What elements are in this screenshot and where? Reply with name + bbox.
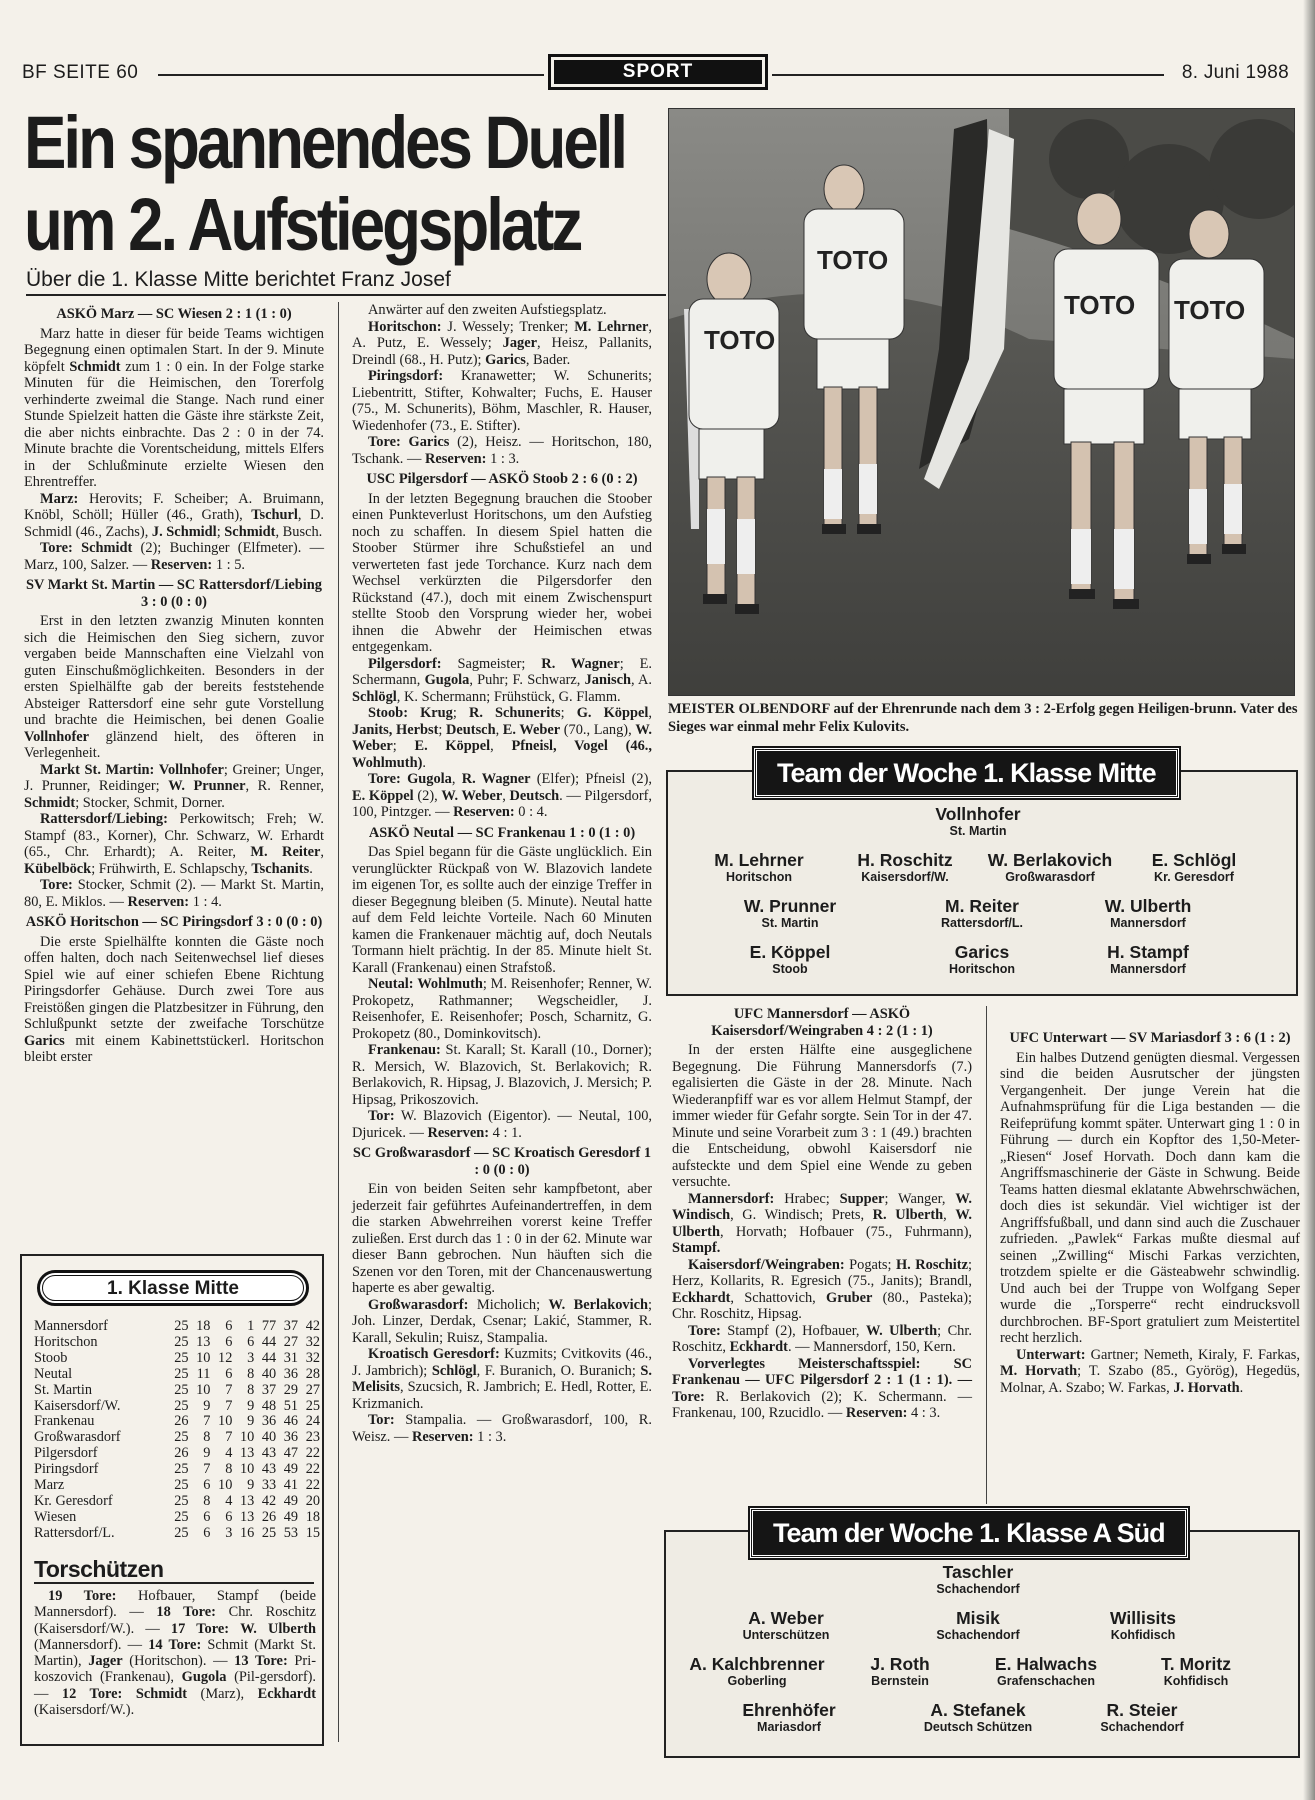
team-player xyxy=(742,1700,835,1734)
stat-cell: 53 xyxy=(283,1524,299,1541)
team-name: Wiesen xyxy=(34,1508,77,1525)
stat-cell: 8 xyxy=(247,1365,255,1382)
article-paragraph: Ein von beiden Seiten sehr kampfbetont, aber jederzeit fair geführtes Aufeinandertreffen, in dem die starken Abwehrreihen vorerst keine Treffer zuließen. Erst durch das 1 : 0 in der 62. Minute war dieser Bann gebrochen. Nun häuften sich die Szenen vor den Toren, mit der Chancenauswertung haperte es aber gewaltig. xyxy=(352,1181,652,1296)
article-paragraph: Tore: Garics (2), Heisz. — Horitschon, 180, Tschank. — Reserven: 1 : 3. xyxy=(352,434,652,467)
table-row xyxy=(34,1494,320,1510)
article-paragraph: Tore: Schmidt (2); Buchinger (Elfmeter). — Marz, 100, Salzer. — Reserven: 1 : 5. xyxy=(24,540,324,573)
svg-text:TOTO: TOTO xyxy=(704,325,776,355)
team-player xyxy=(995,1654,1097,1688)
team-name: Kr. Geresdorf xyxy=(34,1492,113,1509)
stat-cell: 13 xyxy=(239,1508,255,1525)
player-name: Ehrenhöfer xyxy=(742,1700,836,1720)
stat-cell: 12 xyxy=(218,1349,233,1366)
article-paragraph: Großwarasdorf: Micholich; W. Berlakovich; Joh. Linzer, Derdak, Csenar; Lakić, Stammer, R. Karall, Sekulin; Ruisz, Stampalia. xyxy=(352,1296,652,1346)
team-name: Stoob xyxy=(34,1349,68,1366)
team-of-week-sued-title: Team der Woche 1. Klasse A Süd xyxy=(750,1508,1188,1558)
table-row xyxy=(34,1351,320,1367)
stat-cell: 6 xyxy=(203,1524,211,1541)
table-row xyxy=(34,1367,320,1383)
article-paragraph: Tor: Stampalia. — Großwarasdorf, 100, R. Weisz. — Reserven: 1 : 3. xyxy=(352,1412,652,1445)
stat-cell: 10 xyxy=(218,1413,233,1430)
stat-cell: 6 xyxy=(247,1333,255,1350)
stat-cell: 10 xyxy=(218,1477,233,1494)
player-club: Schachendorf xyxy=(1100,1720,1184,1734)
stat-cell: 25 xyxy=(261,1524,277,1541)
svg-text:TOTO: TOTO xyxy=(1064,290,1136,320)
player-club: Mannersdorf xyxy=(1110,916,1186,930)
stat-cell: 33 xyxy=(261,1477,277,1494)
article-paragraph: Kaisersdorf/Weingraben: Pogats; H. Roschitz; Herz, Kollarits, R. Egresich (75., Janits); Brandl, Eckhardt, Schattovich, Gruber (80., Pasteka); Chr. Roschitz, Hipsag. xyxy=(672,1256,972,1322)
player-name: E. Köppel xyxy=(749,942,831,962)
header-rule-right xyxy=(772,74,1164,76)
headline xyxy=(24,101,626,266)
player-club: Rattersdorf/L. xyxy=(941,916,1023,930)
player-club: Bernstein xyxy=(871,1674,929,1688)
team-name: Großwarasdorf xyxy=(34,1429,121,1446)
article-paragraph: Marz hatte in dieser für beide Teams wichtigen Begegnung einen optimalen Start. In der 9. Minute köpfelt Schmidt zum 1 : 0 ein. In der Folge starke Minuten für die Heimischen, den Torerfolg verhinderte zweimal die Stange. Nach rund einer Stunde Spielzeit hatten die Gäste ihre stärkste Zeit, die aber nichts einbrachte. Das 2 : 0 in der 74. Minute brachte die Vorentscheidung, mittels Elfers in der Schlußminute erzielte Wiesen den Ehrentreffer. xyxy=(24,325,324,490)
team-player xyxy=(714,850,803,884)
stat-cell: 25 xyxy=(174,1429,189,1446)
article-paragraph: Frankenau: St. Karall; St. Karall (10., Dorner); R. Mersich, W. Blazovich, St. Berlakovich; R. Berlakovich, R. Hipsag, J. Blazovich, J. Mersich; P. Hipsag, Prikoszovich. xyxy=(352,1042,652,1108)
team-player xyxy=(689,1654,824,1688)
byline-rule xyxy=(26,294,666,296)
stat-cell: 7 xyxy=(203,1413,211,1430)
byline: Über die 1. Klasse Mitte berichtet Franz Josef xyxy=(26,268,451,291)
article-paragraph: Stoob: Krug; R. Schunerits; G. Köppel, Janits, Herbst; Deutsch, E. Weber (70., Lang), W. Weber; E. Köppel, Pfneisl, Vogel (46., Wohlmuth). xyxy=(352,705,653,771)
stat-cell: 7 xyxy=(225,1381,233,1398)
stat-cell: 43 xyxy=(261,1461,277,1478)
player-name: Taschler xyxy=(942,1562,1014,1582)
article-paragraph: Die erste Spielhälfte konnten die Gäste noch offen halten, doch nach Seitenwechsel lief dieses Spiel wie auf einer schiefen Ebene Richtung Piringsdorfer Gehäuse. Durch zwei Tore aus Freistößen gingen die Platzbesitzer in Führung, den Schlußpunkt setzte der zweifache Torschütze Garics mit einem Kabinettstückerl. Horitschon bleibt erster xyxy=(24,933,324,1065)
stat-cell: 25 xyxy=(174,1461,189,1478)
table-row xyxy=(34,1526,320,1542)
stat-cell: 31 xyxy=(283,1349,299,1366)
stat-cell: 44 xyxy=(261,1333,277,1350)
stat-cell: 25 xyxy=(174,1349,189,1366)
table-row xyxy=(34,1430,320,1446)
issue-date: 8. Juni 1988 xyxy=(1181,62,1289,83)
player-club: Horitschon xyxy=(949,962,1015,976)
stat-cell: 10 xyxy=(239,1429,255,1446)
match-heading: SC Großwarasdorf — SC Kroatisch Geresdorf 1 : 0 (0 : 0) xyxy=(352,1145,652,1178)
player-club: Mannersdorf xyxy=(1110,962,1186,976)
player-name: T. Moritz xyxy=(1161,1654,1231,1674)
stat-cell: 6 xyxy=(225,1365,233,1382)
stat-cell: 27 xyxy=(305,1381,320,1398)
header-rule-left xyxy=(158,74,544,76)
player-name: R. Steier xyxy=(1106,1700,1178,1720)
scorers-rule xyxy=(34,1582,314,1584)
team-name: Horitschon xyxy=(34,1333,98,1350)
section-label: SPORT xyxy=(548,54,768,90)
team-photo xyxy=(668,108,1295,696)
scorers-title: Torschützen xyxy=(34,1556,164,1582)
stat-cell: 42 xyxy=(305,1318,320,1334)
table-row xyxy=(34,1399,320,1415)
team-player xyxy=(1161,1654,1231,1688)
team-name: Marz xyxy=(34,1477,65,1494)
article-paragraph: Markt St. Martin: Vollnhofer; Greiner; Unger, J. Prunner, Reidinger; W. Prunner, R. Renner, Schmidt; Stocker, Schmit, Dorner. xyxy=(24,761,324,811)
stat-cell: 41 xyxy=(283,1477,299,1494)
team-name: Rattersdorf/L. xyxy=(34,1524,115,1541)
page-edge-shadow xyxy=(1303,0,1315,1800)
table-row xyxy=(34,1319,320,1335)
stat-cell: 1 xyxy=(247,1318,255,1334)
column-rule xyxy=(338,302,339,1742)
player-name: M. Lehrner xyxy=(714,850,804,870)
stat-cell: 7 xyxy=(225,1429,233,1446)
player-club: Mariasdorf xyxy=(757,1720,821,1734)
stat-cell: 13 xyxy=(239,1445,255,1462)
team-player xyxy=(1105,896,1192,930)
player-name: H. Stampf xyxy=(1107,942,1189,962)
photo-caption: MEISTER OLBENDORF auf der Ehrenrunde nach dem 3 : 2-Erfolg gegen Heiligen-brunn. Vater des Sieges war einmal mehr Felix Kulovits. xyxy=(668,701,1298,735)
team-player xyxy=(1107,942,1189,976)
team-player xyxy=(743,1608,830,1642)
match-heading: ASKÖ Marz — SC Wiesen 2 : 1 (1 : 0) xyxy=(56,306,292,322)
player-club: Unterschützen xyxy=(742,1628,830,1642)
player-name: W. Prunner xyxy=(743,896,837,916)
article-column-2 xyxy=(352,302,652,1445)
stat-cell: 26 xyxy=(174,1445,189,1462)
stat-cell: 9 xyxy=(203,1445,211,1462)
stat-cell: 25 xyxy=(174,1524,189,1541)
stat-cell: 16 xyxy=(239,1524,255,1541)
stat-cell: 42 xyxy=(261,1492,277,1509)
team-player xyxy=(1110,1608,1176,1642)
player-name: A. Weber xyxy=(748,1608,824,1628)
match-heading: UFC Mannersdorf — ASKÖ Kaisersdorf/Weingraben 4 : 2 (1 : 1) xyxy=(711,1006,933,1039)
player-club: St. Martin xyxy=(949,824,1007,838)
stat-cell: 49 xyxy=(283,1492,299,1509)
player-club: Kr. Geresdorf xyxy=(1154,870,1234,884)
match-heading: ASKÖ Horitschon — SC Piringsdorf 3 : 0 (0 : 0) xyxy=(25,914,323,930)
team-player xyxy=(936,1562,1019,1596)
player-name: W. Ulberth xyxy=(1104,896,1192,916)
stat-cell: 3 xyxy=(247,1349,255,1366)
article-paragraph: Anwärter auf den zweiten Aufstiegsplatz. xyxy=(368,302,607,318)
headline-line-1: Ein spannendes Duell xyxy=(24,101,626,184)
article-paragraph: Erst in den letzten zwanzig Minuten konnten sich die Heimischen den Sieg sichern, zuvor vergaben beide Mannschaften eine Vielzahl von guten Einschußmöglichkeiten. Besonders in der ersten Spielhälfte gab der bereits feststehende Absteiger Rattersdorf eine sehr gute Vorstellung und brachte die Heimischen, bei denen Goalie Vollnhofer glänzend hielt, des öfteren in Verlegenheit. xyxy=(24,613,324,761)
stat-cell: 32 xyxy=(305,1349,320,1366)
stat-cell: 22 xyxy=(305,1445,320,1462)
stat-cell: 23 xyxy=(305,1429,320,1446)
stat-cell: 9 xyxy=(247,1397,255,1414)
article-paragraph: Kroatisch Geresdorf: Kuzmits; Cvitkovits (46., J. Jambrich); Schlögl, F. Buranich, O. Buranich; S. Melisits, Szucsich, R. Jambrich; E. Hedl, Rotter, E. Krizmanich. xyxy=(352,1346,652,1412)
player-club: Schachendorf xyxy=(936,1628,1020,1642)
stat-cell: 25 xyxy=(174,1333,189,1350)
stat-cell: 28 xyxy=(305,1365,320,1382)
stat-cell: 36 xyxy=(283,1429,299,1446)
stat-cell: 11 xyxy=(196,1365,211,1382)
stat-cell: 15 xyxy=(305,1524,320,1541)
stat-cell: 36 xyxy=(261,1413,277,1430)
team-player xyxy=(857,850,952,884)
standings-box xyxy=(20,1254,324,1746)
stat-cell: 49 xyxy=(283,1508,299,1525)
stat-cell: 48 xyxy=(261,1397,277,1414)
match-heading: ASKÖ Neutal — SC Frankenau 1 : 0 (1 : 0) xyxy=(368,824,636,841)
team-name: Piringsdorf xyxy=(34,1461,99,1478)
stat-cell: 3 xyxy=(225,1524,233,1541)
article-paragraph: Tore: Stampf (2), Hofbauer, W. Ulberth; Chr. Roschitz, Eckhardt. — Mannersdorf, 150, Kern. xyxy=(672,1322,972,1355)
stat-cell: 20 xyxy=(305,1492,320,1509)
stat-cell: 27 xyxy=(283,1333,299,1350)
stat-cell: 49 xyxy=(283,1461,299,1478)
stat-cell: 24 xyxy=(305,1413,320,1430)
player-name: A. Kalchbrenner xyxy=(689,1654,825,1674)
team-player xyxy=(1152,850,1237,884)
stat-cell: 25 xyxy=(174,1477,189,1494)
team-player xyxy=(936,1608,1019,1642)
team-player xyxy=(744,896,836,930)
stat-cell: 6 xyxy=(203,1477,211,1494)
stat-cell: 25 xyxy=(174,1381,189,1398)
article-paragraph: Marz: Herovits; F. Scheiber; A. Bruimann, Knöbl, Schöll; Hüller (46., Grath), Tschurl, D. Schmidl (46., Zachs), J. Schmidl; Schmidt, Busch. xyxy=(24,490,324,540)
team-name: Frankenau xyxy=(34,1413,95,1430)
player-name: Garics xyxy=(954,942,1010,962)
team-name: Mannersdorf xyxy=(34,1318,108,1334)
stat-cell: 25 xyxy=(174,1508,189,1525)
player-club: Kaisersdorf/W. xyxy=(861,870,949,884)
stat-cell: 6 xyxy=(225,1318,233,1334)
stat-cell: 8 xyxy=(247,1381,255,1398)
stat-cell: 25 xyxy=(174,1492,189,1509)
team-name: Kaisersdorf/W. xyxy=(34,1397,121,1414)
scorers-paragraph: 19 Tore: Hofbauer, Stampf (beide Mannersdorf). — 18 Tore: Chr. Roschitz (Kaisersdorf/W.). — 17 Tore: W. Ulberth (Mannersdorf). — 14 Tore: Schmit (Markt St. Martin), Jager (Horitschon). — 13 Tore: Pri-koszovich (Frankenau), Gugola (Pil-gersdorf). — 12 Tore: Schmidt (Marz), Eckhardt (Kaisersdorf/W.). xyxy=(34,1588,317,1719)
team-name: Neutal xyxy=(34,1365,73,1382)
stat-cell: 37 xyxy=(261,1381,277,1398)
stat-cell: 36 xyxy=(283,1365,299,1382)
stat-cell: 10 xyxy=(196,1349,211,1366)
stat-cell: 25 xyxy=(174,1318,189,1334)
article-paragraph: Horitschon: J. Wessely; Trenker; M. Lehrner, A. Putz, E. Wessely; Jager, Heisz, Pallanits, Dreindl (68., H. Putz); Garics, Bader. xyxy=(352,318,652,368)
player-name: W. Berlakovich xyxy=(987,850,1113,870)
player-club: St. Martin xyxy=(761,916,819,930)
stat-cell: 10 xyxy=(239,1461,255,1478)
stat-cell: 40 xyxy=(261,1365,277,1382)
player-club: Grafenschachen xyxy=(997,1674,1095,1688)
stat-cell: 51 xyxy=(283,1397,299,1414)
player-club: Kohfidisch xyxy=(1110,1628,1176,1642)
stat-cell: 6 xyxy=(203,1508,211,1525)
stat-cell: 46 xyxy=(283,1413,299,1430)
stat-cell: 25 xyxy=(174,1365,189,1382)
stat-cell: 18 xyxy=(196,1318,211,1334)
article-paragraph: Rattersdorf/Liebing: Perkowitsch; Freh; W. Stampf (83., Korner), Chr. Schwarz, W. Erhardt (65., Chr. Erhardt); A. Reiter, M. Reiter, Kübelböck; Frühwirth, E. Schlapschy, Tschanits. xyxy=(24,811,325,877)
article-paragraph: Mannersdorf: Hrabec; Supper; Wanger, W. Windisch, G. Windisch; Prets, R. Ulberth, W. Ulberth, Horvath; Hofbauer (75., Fuhrmann), Stampf. xyxy=(672,1190,972,1256)
team-player xyxy=(1100,1700,1183,1734)
stat-cell: 25 xyxy=(305,1397,320,1414)
article-paragraph: In der ersten Hälfte eine ausgeglichene Begegnung. Die Führung Mannersdorfs (7.) egalisierten die Gäste in der 28. Minute. Nach Wiederanpfiff war es vor allem Helmut Stampf, der immer wieder für Gefahr sorgte. Sein Tor in der 47. Minute und seine Vorarbeit zum 3 : 1 (49.) brachten die Entscheidung, obwohl Kaisersdorf nie aufsteckte und dem Spiel eine Wende zu geben versuchte. xyxy=(672,1042,972,1190)
stat-cell: 44 xyxy=(261,1349,277,1366)
stat-cell: 37 xyxy=(283,1318,299,1334)
team-player xyxy=(941,896,1023,930)
table-row xyxy=(34,1510,320,1526)
svg-text:TOTO: TOTO xyxy=(817,245,889,275)
article-paragraph: Piringsdorf: Kranawetter; W. Schunerits; Liebentritt, Stifter, Kohwalter; Fuchs, E. Hauser (75., M. Schunerits), Böhm, Maschler, R. Hauser, Wiedenhofer (73., E. Stifter). xyxy=(352,368,652,434)
stat-cell: 32 xyxy=(305,1333,320,1350)
stat-cell: 22 xyxy=(305,1477,320,1494)
team-name: Pilgersdorf xyxy=(34,1445,98,1462)
svg-text:TOTO: TOTO xyxy=(1174,295,1246,325)
table-row xyxy=(34,1462,320,1478)
article-paragraph: Das Spiel begann für die Gäste unglücklich. Ein verunglückter Rückpaß von W. Blazovich landete im eigenen Tor, es sollte auch der einzige Treffer in dieser Begegnung bleiben (5. Minute). Neutal hatte auf dem Feld leichte Vorteile. Nach 60 Minuten kamen die Frankenauer mächtig auf, doch Neutals Tormann hielt prächtig. In der 85. Minute hielt St. Karall (Frankenau) einen Strafstoß. xyxy=(352,844,652,976)
stat-cell: 47 xyxy=(283,1445,299,1462)
stat-cell: 29 xyxy=(283,1381,299,1398)
player-club: Großwarasdorf xyxy=(1005,870,1095,884)
match-heading: SV Markt St. Martin — SC Rattersdorf/Liebing 3 : 0 (0 : 0) xyxy=(26,577,322,610)
stat-cell: 18 xyxy=(305,1508,320,1525)
team-name: St. Martin xyxy=(34,1381,92,1398)
stat-cell: 25 xyxy=(174,1397,189,1414)
article-paragraph: Tore: Gugola, R. Wagner (Elfer); Pfneisl (2), E. Köppel (2), W. Weber, Deutsch. — Pilgersdorf, 100, Pintzger. — Reserven: 0 : 4. xyxy=(352,771,653,820)
article-paragraph: Tor: W. Blazovich (Eigentor). — Neutal, 100, Djuricek. — Reserven: 4 : 1. xyxy=(352,1108,652,1141)
stat-cell: 9 xyxy=(203,1397,211,1414)
team-player xyxy=(935,804,1020,838)
stat-cell: 26 xyxy=(174,1413,189,1430)
headline-line-2: um 2. Aufstiegsplatz xyxy=(24,183,581,266)
player-name: Misik xyxy=(956,1608,1000,1628)
stat-cell: 40 xyxy=(261,1429,277,1446)
scorers-text xyxy=(34,1588,316,1718)
players-illustration xyxy=(669,109,1295,696)
team-player xyxy=(949,942,1015,976)
player-club: Schachendorf xyxy=(936,1582,1020,1596)
stat-cell: 4 xyxy=(225,1445,233,1462)
team-of-week-mitte-title: Team der Woche 1. Klasse Mitte xyxy=(754,748,1179,798)
stat-cell: 43 xyxy=(261,1445,277,1462)
stat-cell: 8 xyxy=(225,1461,233,1478)
table-row xyxy=(34,1446,320,1462)
player-club: Horitschon xyxy=(726,870,792,884)
stat-cell: 8 xyxy=(203,1492,211,1509)
article-paragraph: Neutal: Wohlmuth; M. Reisenhofer; Renner, W. Prokopetz, Rathmanner; Wegscheidler, J. Reisenhofer, E. Reisenhofer; Posch, Scharnitz, G. Prokopetz (80., Dominkovitsch). xyxy=(352,976,652,1042)
stat-cell: 9 xyxy=(247,1413,255,1430)
player-name: Vollnhofer xyxy=(935,804,1021,824)
article-column-1 xyxy=(24,302,324,1066)
table-row xyxy=(34,1414,320,1430)
player-name: Willisits xyxy=(1110,1608,1176,1628)
table-row xyxy=(34,1478,320,1494)
stat-cell: 13 xyxy=(239,1492,255,1509)
column-rule xyxy=(986,1006,987,1504)
page-number: BF SEITE 60 xyxy=(22,62,139,83)
stat-cell: 13 xyxy=(196,1333,211,1350)
standings-table xyxy=(34,1319,320,1542)
player-club: Stoob xyxy=(772,962,808,976)
stat-cell: 9 xyxy=(247,1477,255,1494)
player-name: A. Stefanek xyxy=(930,1700,1026,1720)
stat-cell: 8 xyxy=(203,1429,211,1446)
player-club: Goberling xyxy=(727,1674,787,1688)
table-row xyxy=(34,1383,320,1399)
player-name: E. Halwachs xyxy=(994,1654,1098,1674)
stat-cell: 26 xyxy=(261,1508,277,1525)
stat-cell: 10 xyxy=(196,1381,211,1398)
stat-cell: 7 xyxy=(225,1397,233,1414)
article-paragraph: Pilgersdorf: Sagmeister; R. Wagner; E. Schermann, Gugola, Puhr; F. Schwarz, Janisch, A. Schlögl, K. Schermann; Frühstück, G. Flamm. xyxy=(352,655,652,705)
team-player xyxy=(750,942,831,976)
article-paragraph: Ein halbes Dutzend genügten diesmal. Vergessen sind die beiden Ausrutscher der jüngsten Vergangenheit. Der junge Verein hat die Aufnahmsprüfung für die Liga bestanden — die Reifeprüfung kommt später. Unterwart ging 1 : 0 in Führung — durch ein Kopftor des 1,50-Meter-„Riesen“ Josef Horvath. Doch dann kam die Angriffsmaschinerie der Gäste in Schwung. Beide Teams hatten diesmal eklatante Abwehrschwächen, doch dies ist sekundär. Viel wichtiger ist der Angriffsfußball, und dann sind auch die Zuschauer zufrieden. „Pawlek“ Farkas mußte diesmal auf seinen „Zwilling“ Mischi Farkas verzichten, trotzdem spielte er die Gästeabwehr schwindlig. Und auch bei der Truppe von Wolfgang Seper wurde die „Torsperre“ recht eindrucksvoll durchbrochen. BF-Sport gratuliert zum Meistertitel recht herzlich. xyxy=(1000,1049,1300,1346)
table-row xyxy=(34,1335,320,1351)
stat-cell: 6 xyxy=(225,1333,233,1350)
article-column-3 xyxy=(672,1002,972,1422)
standings-title: 1. Klasse Mitte xyxy=(37,1270,309,1306)
player-name: E. Schlögl xyxy=(1151,850,1237,870)
team-player xyxy=(988,850,1113,884)
team-player xyxy=(870,1654,929,1688)
player-name: M. Reiter xyxy=(945,896,1019,916)
match-heading: USC Pilgersdorf — ASKÖ Stoob 2 : 6 (0 : 2) xyxy=(366,471,638,487)
stat-cell: 4 xyxy=(225,1492,233,1509)
stat-cell: 7 xyxy=(203,1461,211,1478)
article-column-4 xyxy=(1000,1026,1300,1396)
article-paragraph: Unterwart: Gartner; Nemeth, Kiraly, F. Farkas, M. Horvath; T. Szabo (85., Györög), Hegedüs, Molnar, A. Szabo; W. Farkas, J. Horvath. xyxy=(1000,1346,1300,1396)
article-paragraph: Tore: Stocker, Schmit (2). — Markt St. Martin, 80, E. Miklos. — Reserven: 1 : 4. xyxy=(24,877,324,910)
match-heading: UFC Unterwart — SV Mariasdorf 3 : 6 (1 : 2) xyxy=(1009,1030,1291,1046)
stat-cell: 22 xyxy=(305,1461,320,1478)
player-club: Deutsch Schützen xyxy=(923,1720,1033,1734)
stat-cell: 77 xyxy=(261,1318,277,1334)
stat-cell: 6 xyxy=(225,1508,233,1525)
team-player xyxy=(924,1700,1032,1734)
article-paragraph: In der letzten Begegnung brauchen die Stoober einen Punkteverlust Horitschons, um den Aufstieg noch zu schaffen. In diesem Spiel hatten die Stoober Stürmer ihre Schußstiefel an und verwerteten fast jede Torchance. Kurz nach dem Wechsel verkürzten die Pilgersdorfer den Rückstand (47.), doch mit einem Zwischenspurt stellte Stoob den Vorsprung wieder her, wobei ihnen die Abwehr der Heimischen etwas entgegenkam. xyxy=(352,490,652,655)
article-paragraph: Vorverlegtes Meisterschaftsspiel: SC Frankenau — UFC Pilgersdorf 2 : 1 (1 : 1). — Tore: R. Berlakovich (2); K. Schermann. — Frankenau, 100, Rzucidlo. — Reserven: 4 : 3. xyxy=(672,1355,972,1421)
player-name: J. Roth xyxy=(870,1654,930,1674)
player-club: Kohfidisch xyxy=(1163,1674,1229,1688)
player-name: H. Roschitz xyxy=(857,850,953,870)
